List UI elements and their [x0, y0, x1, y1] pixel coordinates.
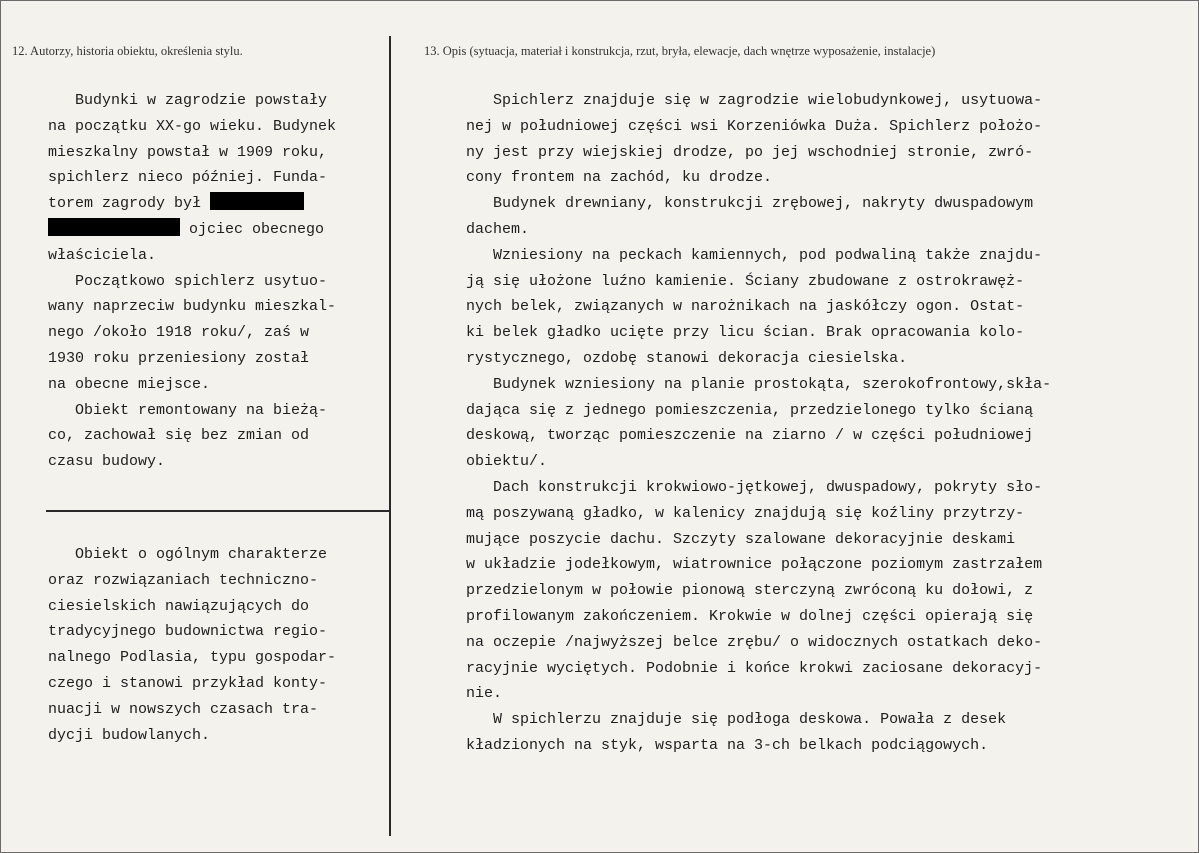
history-text	[48, 88, 378, 475]
text-line: co, zachował się bez zmian od	[48, 427, 310, 445]
text-line: spichlerz nieco później. Funda-	[48, 169, 328, 187]
text-line: przedzielonym w połowie pionową sterczyną zwróconą ku dołowi, z	[466, 582, 1034, 600]
text-line: 1930 roku przeniesiony został	[48, 349, 310, 367]
text-line: dająca się z jednego pomieszczenia, przedzielonego tylko ścianą	[466, 401, 1034, 419]
text-fragment: torem zagrody był	[48, 195, 211, 213]
text-line: nuacji w nowszych czasach tra-	[48, 700, 319, 718]
text-line: czego i stanowi przykład konty-	[48, 674, 328, 692]
text-line: obiektu/.	[466, 453, 548, 471]
section-12-header: 12. Autorzy, historia obiektu, określenia stylu.	[12, 44, 243, 58]
text-line: Budynek drewniany, konstrukcji zrębowej, nakryty dwuspadowym	[466, 195, 1034, 213]
text-line: rystycznego, ozdobę stanowi dekoracja ciesielska.	[466, 349, 908, 367]
text-line: Obiekt o ogólnym charakterze	[48, 546, 328, 563]
text-line: na początku XX-go wieku. Budynek	[48, 117, 337, 135]
text-line: nych belek, związanych w narożnikach na jaskółczy ogon. Ostat-	[466, 298, 1025, 316]
text-line: mą poszywaną gładko, w kalenicy znajdują się koźliny przytrzy-	[466, 504, 1025, 522]
text-line: profilowanym zakończeniem. Krokwie w dolnej części opierają się	[466, 607, 1034, 625]
text-line: dycji budowlanych.	[48, 726, 211, 744]
text-line: w układzie jodełkowym, wiatrownice połączone poziomym zastrzałem	[466, 556, 1043, 574]
text-line: nej w południowej części wsi Korzeniówka Duża. Spichlerz położo-	[466, 117, 1043, 135]
horizontal-rule	[46, 510, 390, 512]
text-line: nie.	[466, 685, 503, 703]
text-line: racyjnie wyciętych. Podobnie i końce krokwi zaciosane dekoracyj-	[466, 659, 1043, 677]
text-line: nego /około 1918 roku/, zaś w	[48, 324, 310, 342]
text-line: ki belek gładko ucięte przy licu ścian. Brak opracowania kolo-	[466, 324, 1025, 342]
text-line: Obiekt remontowany na bieżą-	[48, 401, 328, 419]
text-line: W spichlerzu znajduje się podłoga deskowa. Powała z desek	[466, 711, 1007, 729]
redaction-bar	[48, 218, 180, 236]
text-line: czasu budowy.	[48, 453, 166, 471]
text-line: oraz rozwiązaniach techniczno-	[48, 571, 319, 589]
text-line: właściciela.	[48, 246, 157, 264]
text-line: Budynki w zagrodzie powstały	[48, 92, 328, 109]
text-line: mieszkalny powstał w 1909 roku,	[48, 143, 328, 161]
description-text	[466, 88, 1156, 759]
text-line: cony frontem na zachód, ku drodze.	[466, 169, 773, 187]
text-line	[48, 191, 378, 217]
text-line: wany naprzeciw budynku mieszkal-	[48, 298, 337, 316]
section-13-header: 13. Opis (sytuacja, materiał i konstrukcja, rzut, bryła, elewacje, dach wnętrze wyposażenie, instalacje)	[424, 44, 936, 58]
text-line: na obecne miejsce.	[48, 375, 211, 393]
text-line: ny jest przy wiejskiej drodze, po jej wschodniej stronie, zwró-	[466, 143, 1034, 161]
text-line: tradycyjnego budownictwa regio-	[48, 623, 328, 641]
redaction-bar	[210, 192, 304, 210]
text-line	[48, 217, 378, 243]
text-line: Wzniesiony na peckach kamiennych, pod podwaliną także znajdu-	[466, 246, 1043, 264]
text-line: ciesielskich nawiązujących do	[48, 597, 310, 615]
text-line: deskową, tworząc pomieszczenie na ziarno / w części południowej	[466, 427, 1034, 445]
text-line: ją się ułożone luźno kamienie. Ściany zbudowane z ostrokrawęż-	[466, 272, 1025, 290]
text-line: Dach konstrukcji krokwiowo-jętkowej, dwuspadowy, pokryty sło-	[466, 478, 1043, 496]
style-assessment-text	[48, 542, 378, 748]
column-divider	[389, 36, 391, 836]
text-line: Budynek wzniesiony na planie prostokąta, szerokofrontowy,skła-	[466, 375, 1052, 393]
text-fragment: ojciec obecnego	[180, 220, 325, 238]
text-line: dachem.	[466, 220, 530, 238]
text-line: nalnego Podlasia, typu gospodar-	[48, 649, 337, 667]
text-line: mujące poszycie dachu. Szczyty szalowane dekoracyjnie deskami	[466, 530, 1016, 548]
text-line: kładzionych na styk, wsparta na 3-ch belkach podciągowych.	[466, 736, 989, 754]
text-line: Początkowo spichlerz usytuo-	[48, 272, 328, 290]
text-line: Spichlerz znajduje się w zagrodzie wielobudynkowej, usytuowa-	[466, 92, 1043, 109]
text-line: na oczepie /najwyższej belce zrębu/ o widocznych ostatkach deko-	[466, 633, 1043, 651]
